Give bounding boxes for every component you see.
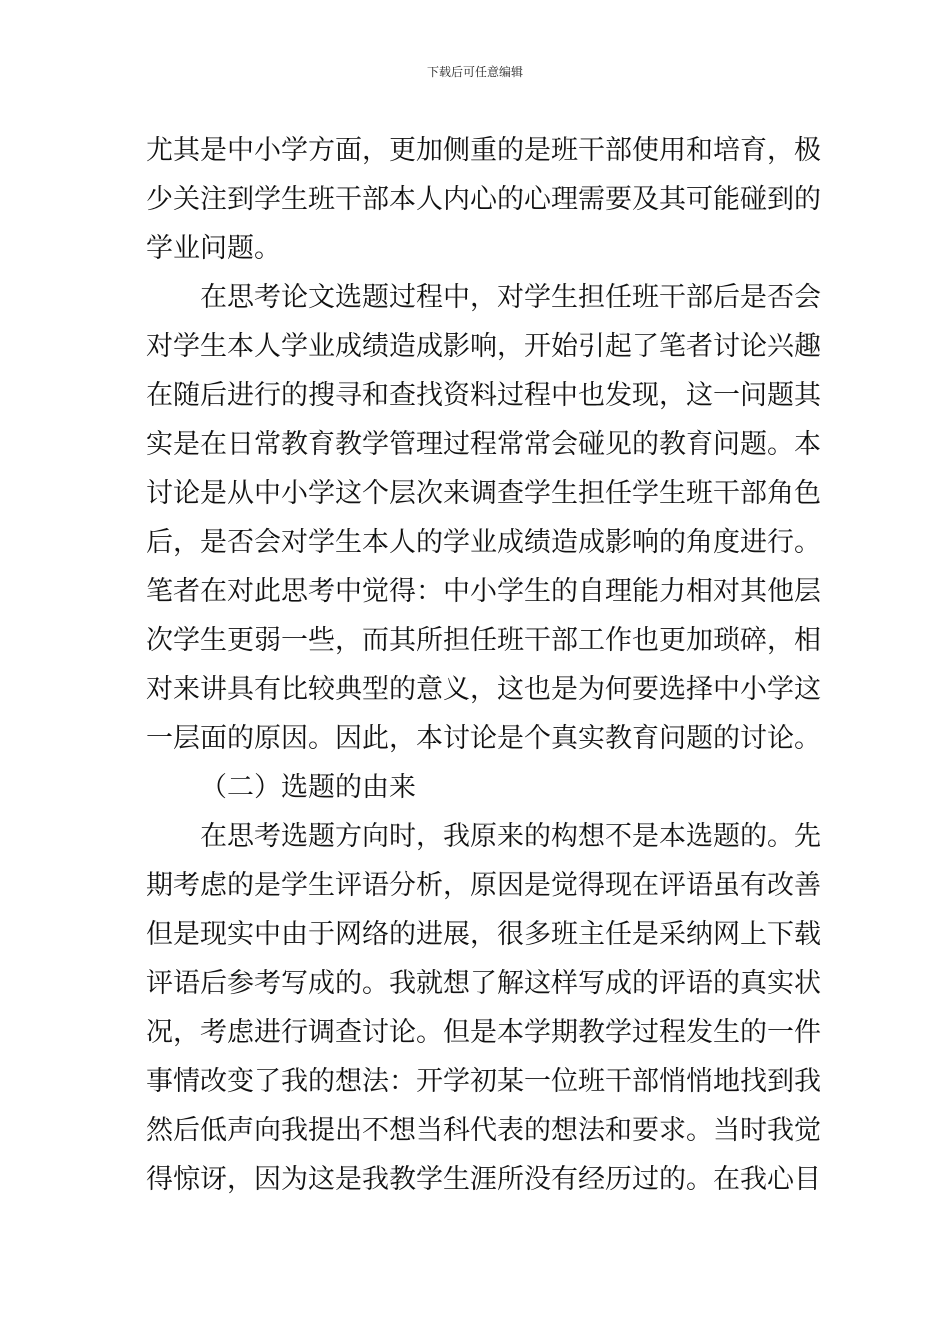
text-line: 少关注到学生班干部本人内心的心理需要及其可能碰到的 (146, 184, 821, 215)
section-heading: （二）选题的由来 (200, 772, 416, 803)
text-line: 讨论是从中小学这个层次来调查学生担任学生班干部角色 (146, 478, 821, 509)
document-body (146, 126, 821, 1204)
paragraph-start: 在思考论文选题过程中，对学生担任班干部后是否会 (200, 282, 821, 313)
text-line: 况，考虑进行调查讨论。但是本学期教学过程发生的一件 (146, 1017, 821, 1048)
paragraph-start: 在思考选题方向时，我原来的构想不是本选题的。先 (200, 821, 821, 852)
text-line: 在随后进行的搜寻和查找资料过程中也发现，这一问题其 (146, 380, 821, 411)
text-line: 学业问题。 (146, 233, 281, 264)
text-line: 但是现实中由于网络的进展，很多班主任是采纳网上下载 (146, 919, 821, 950)
page-header: 下载后可任意编辑 (426, 65, 523, 79)
text-line: 次学生更弱一些，而其所担任班干部工作也更加琐碎，相 (146, 625, 821, 656)
text-line: 评语后参考写成的。我就想了解这样写成的评语的真实状 (146, 968, 821, 999)
text-line: 得惊讶，因为这是我教学生涯所没有经历过的。在我心目 (146, 1164, 821, 1195)
text-line: 一层面的原因。因此，本讨论是个真实教育问题的讨论。 (146, 723, 821, 754)
text-line: 事情改变了我的想法：开学初某一位班干部悄悄地找到我 (146, 1066, 821, 1097)
text-line: 对来讲具有比较典型的意义，这也是为何要选择中小学这 (146, 674, 821, 705)
text-line: 笔者在对此思考中觉得：中小学生的自理能力相对其他层 (146, 576, 821, 607)
text-line: 期考虑的是学生评语分析，原因是觉得现在评语虽有改善 (146, 870, 821, 901)
text-line: 然后低声向我提出不想当科代表的想法和要求。当时我觉 (146, 1115, 821, 1146)
text-line: 尤其是中小学方面，更加侧重的是班干部使用和培育，极 (146, 135, 821, 166)
text-line: 对学生本人学业成绩造成影响，开始引起了笔者讨论兴趣 (146, 331, 821, 362)
text-line: 后，是否会对学生本人的学业成绩造成影响的角度进行。 (146, 527, 821, 558)
text-line: 实是在日常教育教学管理过程常常会碰见的教育问题。本 (146, 429, 821, 460)
